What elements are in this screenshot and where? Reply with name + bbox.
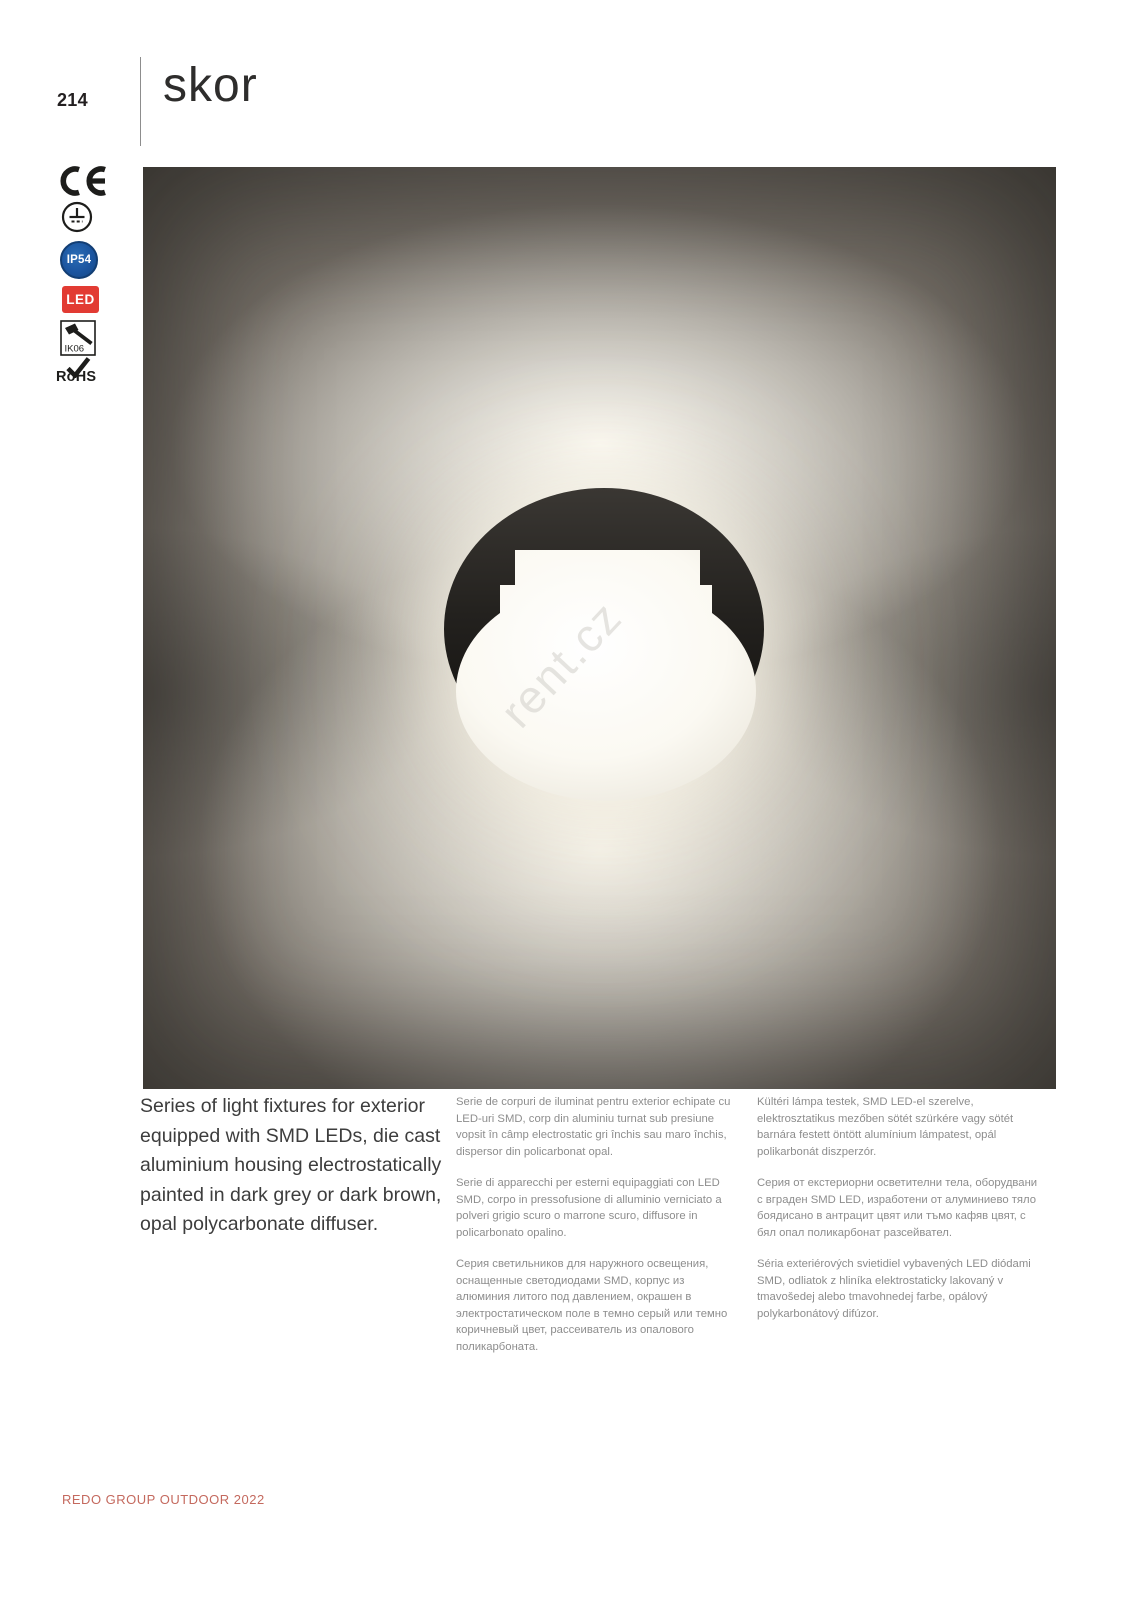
product-name: skor: [163, 59, 258, 112]
light-fixture: [440, 485, 772, 815]
description-ru: Серия светильников для наружного освещения, оснащенные светодиодами SMD, корпус из алюминия литого под давлением, окрашен в электростатическом поле в темно серый или темно коричневый цвет, рассеиватель из опалового поликарбоната.: [456, 1258, 728, 1353]
catalog-footer: REDO GROUP OUTDOOR 2022: [62, 1492, 265, 1507]
led-badge: LED: [62, 286, 99, 313]
page-number: 214: [57, 90, 88, 110]
description-column-3: [757, 1094, 1041, 1337]
opal-diffuser: [456, 550, 756, 801]
description-bg: Серия от екстериорни осветителни тела, оборудвани с вграден SMD LED, изработени от алуминиево тяло боядисано в антрацит цвят или тъмо кафяв цвят, с бял опал поликарбонат разсейвател.: [757, 1177, 1038, 1239]
description-it: Serie di apparecchi per esterni equipaggiati con LED SMD, corpo in pressofusione di alluminio verniciato a polveri grigio scuro o marrone scuro, diffusore in policarbonato opalino.: [456, 1177, 722, 1239]
description-sk: Séria exteriérových svietidiel vybavených LED diódami SMD, odliatok z hliníka elektrostaticky lakovaný v tmavošedej alebo tmavohnedej farbe, opálový polykarbonátový difúzor.: [757, 1258, 1031, 1320]
ik06-label: IK06: [64, 343, 85, 355]
ce-mark-icon: [57, 166, 107, 196]
photo-watermark: rent.cz: [490, 590, 632, 738]
description-ro: Serie de corpuri de iluminat pentru exterior echipate cu LED-uri SMD, corp din aluminiu turnat sub presiune vopsit în câmp electrostatic gri închis sau maro închis, dispersor din policarbonat opal.: [456, 1096, 731, 1158]
description-hu: Kültéri lámpa testek, SMD LED-el szerelve, elektrosztatikus mezőben sötét szürkére vagy sötét barnára festett öntött alumínium lámpatest, opál polikarbonát diszperzór.: [757, 1096, 1014, 1158]
product-photo: [143, 167, 1056, 1089]
rohs-label: RoHS: [56, 369, 97, 385]
description-en: Series of light fixtures for exterior equipped with SMD LEDs, die cast aluminium housing electrostatically painted in dark grey or dark brown, opal polycarbonate diffuser.: [140, 1095, 442, 1235]
header-divider: [140, 57, 141, 146]
description-column-2: [456, 1094, 740, 1370]
earth-ground-icon: [61, 201, 93, 233]
rohs-badge: [56, 356, 106, 385]
ip54-badge: IP54: [60, 241, 98, 279]
ik06-impact-icon: [60, 320, 96, 356]
